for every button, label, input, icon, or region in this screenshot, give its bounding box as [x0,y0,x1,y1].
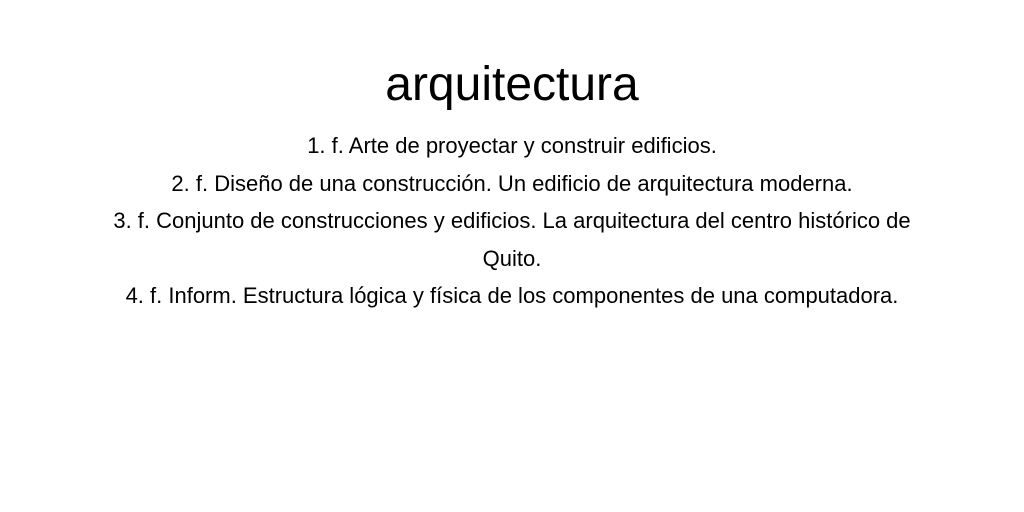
definition-item: 4. f. Inform. Estructura lógica y física de los componentes de una computadora. [125,283,899,308]
definition-item: 1. f. Arte de proyectar y construir edificios. [307,133,717,158]
definition-item: 2. f. Diseño de una construcción. Un edificio de arquitectura moderna. [171,170,853,196]
definition-list [0,127,1024,315]
definition-item: 3. f. Conjunto de construcciones y edificios. La arquitectura del centro histórico de Quito. [113,208,911,271]
headword: arquitectura [385,58,639,111]
